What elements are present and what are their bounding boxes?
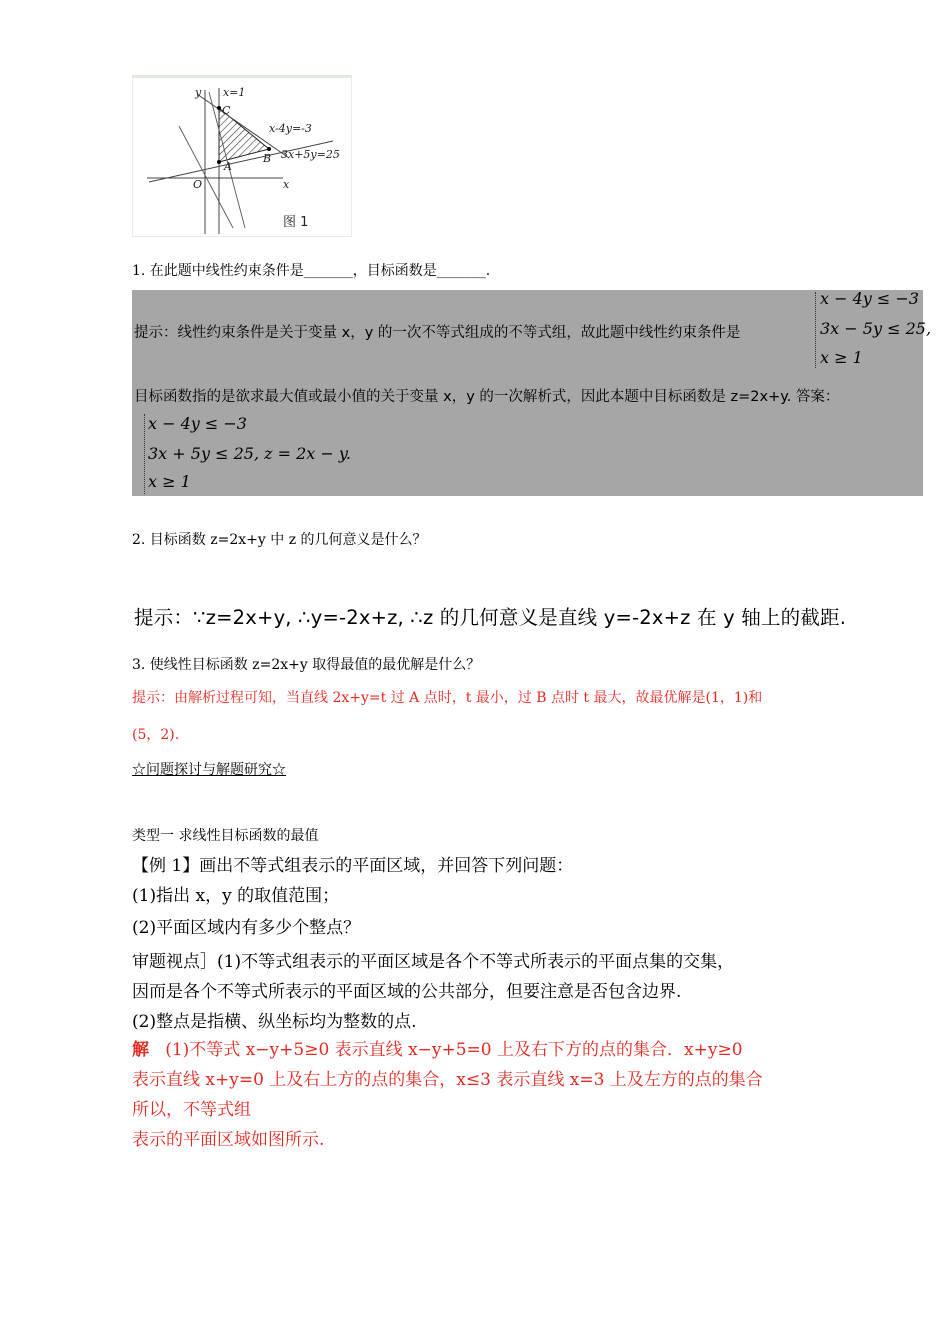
feasible-region-graph — [133, 78, 351, 236]
sys-a-3: x ≥ 1 — [820, 348, 863, 367]
line-2-label: 3x+5y=25 — [281, 148, 340, 161]
sys-b-1: x − 4y ≤ −3 — [148, 414, 247, 433]
figure-1 — [132, 75, 352, 237]
sys-a-1: x − 4y ≤ −3 — [820, 289, 919, 308]
analysis-line-3: (2)整点是指横、纵坐标均为整数的点. — [132, 1012, 417, 1032]
point-b-label: B — [263, 152, 272, 165]
point-a-dot — [217, 160, 221, 164]
question-2: 2. 目标函数 z=2x+y 中 z 的几何意义是什么？ — [132, 532, 427, 548]
solution-label: 解 — [132, 1040, 149, 1060]
hint-3-line-1: 提示：由解析过程可知，当直线 2x+y=t 过 A 点时，t 最小，过 B 点时 t 最大，故最优解是(1，1)和 — [132, 690, 763, 706]
sys-b-2: 3x + 5y ≤ 25, z = 2x − y. — [148, 444, 351, 463]
line-x1-label: x=1 — [223, 86, 246, 99]
section-title: ☆问题探讨与解题研究☆ — [132, 762, 286, 778]
origin-label: O — [193, 178, 203, 191]
point-c-label: C — [222, 104, 231, 117]
analysis-line-1: 审题视点］(1)不等式组表示的平面区域是各个不等式所表示的平面点集的交集， — [132, 952, 735, 972]
type-1-title: 类型一 求线性目标函数的最值 — [132, 828, 319, 844]
solution-line-2: 表示直线 x+y=0 上及右上方的点的集合，x≤3 表示直线 x=3 上及左方的点的集合 — [132, 1070, 763, 1090]
hint-2: 提示：∵z=2x+y, ∴y=-2x+z, ∴z 的几何意义是直线 y=-2x+z 在 y 轴上的截距. — [134, 606, 847, 629]
hint-3-line-2: (5，2). — [132, 727, 180, 743]
y-axis-label: y — [195, 86, 202, 99]
solution-text-1: (1)不等式 x−y+5≥0 表示直线 x−y+5=0 上及右下方的点的集合．x+y≥0 — [165, 1040, 743, 1060]
solution-line-1 — [132, 1038, 743, 1062]
sys-a-2: 3x − 5y ≤ 25, — [820, 319, 932, 338]
question-1: 1. 在此题中线性约束条件是_______，目标函数是_______. — [132, 263, 491, 279]
point-c-dot — [217, 106, 221, 110]
example-1-part-1: (1)指出 x，y 的取值范围； — [132, 886, 340, 906]
example-1-part-2: (2)平面区域内有多少个整点？ — [132, 918, 361, 938]
solution-line-4: 表示的平面区域如图所示. — [132, 1130, 325, 1150]
line-1-label: x-4y=-3 — [269, 122, 312, 135]
point-a-label: A — [224, 160, 232, 173]
analysis-line-2: 因而是各个不等式所表示的平面区域的公共部分，但要注意是否包含边界. — [132, 982, 682, 1002]
hint-1-box — [132, 289, 932, 496]
sys-b-3: x ≥ 1 — [148, 472, 191, 491]
hint-1-line-1: 提示：线性约束条件是关于变量 x，y 的一次不等式组成的不等式组，故此题中线性约束条件是 — [134, 325, 741, 341]
x-axis-label: x — [283, 178, 290, 191]
hint-1-line-2: 目标函数指的是欲求最大值或最小值的关于变量 x，y 的一次解析式，因此本题中目标函数是 z=2x+y. 答案： — [134, 389, 840, 405]
point-b-dot — [267, 147, 271, 151]
example-1: 【例 1】画出不等式组表示的平面区域，并回答下列问题： — [132, 856, 574, 876]
question-3: 3. 使线性目标函数 z=2x+y 取得最值的最优解是什么？ — [132, 657, 481, 673]
solution-line-3: 所以，不等式组 — [132, 1100, 251, 1120]
figure-caption: 图 1 — [283, 215, 309, 230]
